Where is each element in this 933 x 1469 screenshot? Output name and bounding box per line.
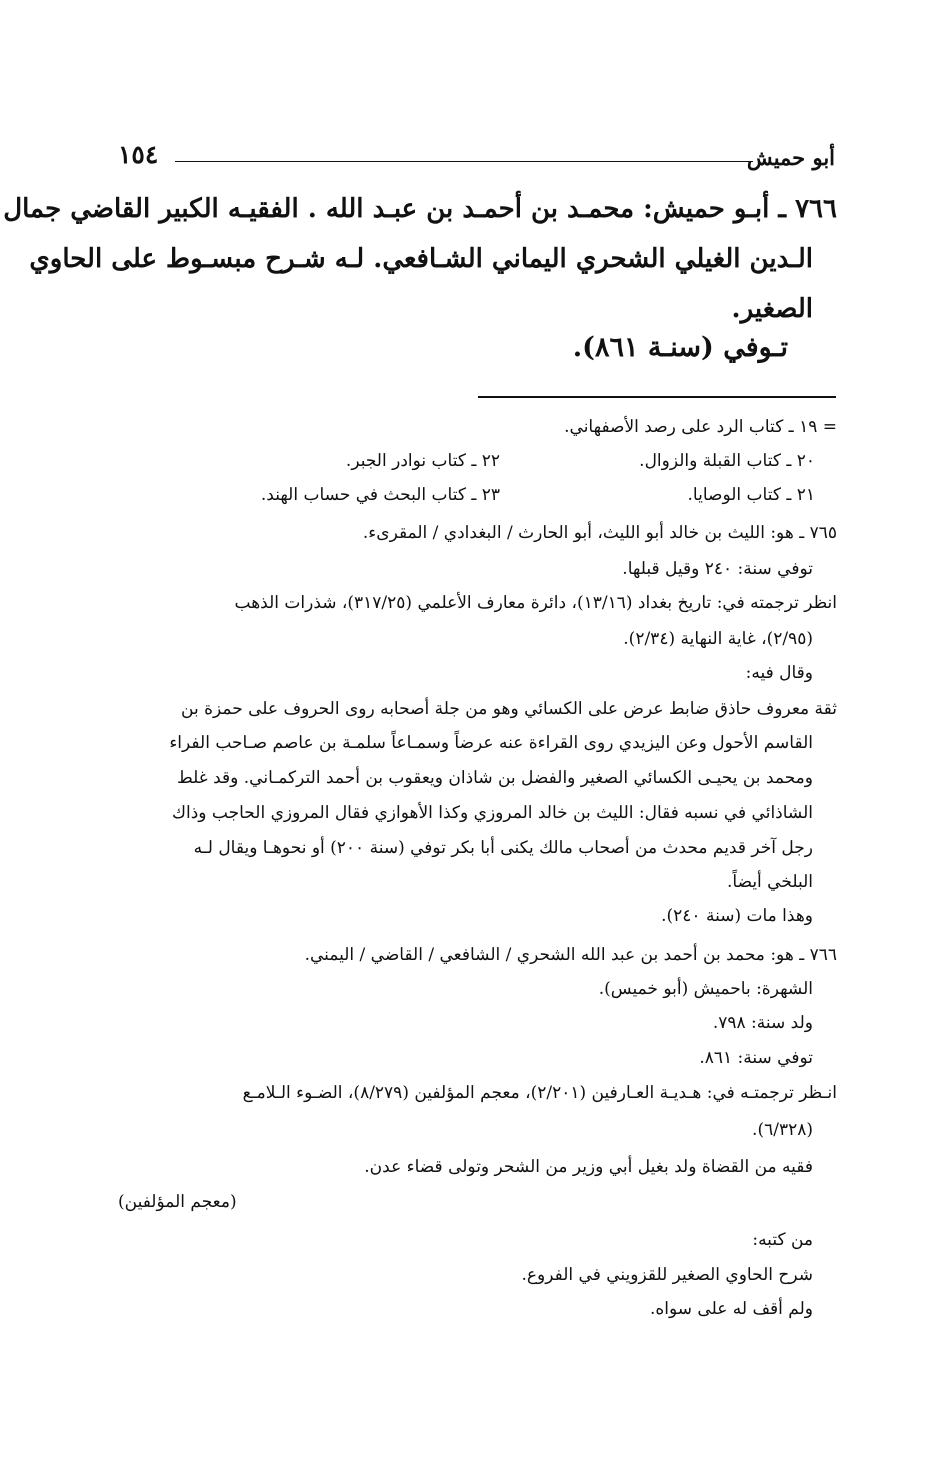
footnote-765-references-cont: (٢/٩٥)، غاية النهاية (٢/٣٤). [623, 629, 813, 649]
footnote-766-heading: ٧٦٦ ـ هو: محمد بن أحمد بن عبد الله الشحري / الشافعي / القاضي / اليمني. [304, 945, 837, 965]
footnote-766-source: (معجم المؤلفين) [118, 1192, 237, 1212]
footnote-765-quote-line: ثقة معروف حاذق ضابط عرض على الكسائي وهو من جلة أصحابه روى الحروف على حمزة بن [181, 699, 837, 719]
footnote-765-quote-line: وهذا مات (سنة ٢٤٠). [661, 906, 813, 926]
entry-line-1: ٧٦٦ ـ أبـو حميش: محمـد بن أحمـد بن عبـد الله . الفقيـه الكبير القاضي جمال [3, 194, 837, 224]
footnote-765-death: توفي سنة: ٢٤٠ وقيل قبلها. [622, 559, 813, 579]
entry-line-4: تـوفي (سنـة ٨٦١). [572, 332, 788, 363]
footnote-765-quote-line: ومحمد بن يحيـى الكسائي الصغير والفضل بن شاذان ويعقوب بن أحمد التركمـاني. وقد غلط [177, 768, 813, 788]
footnote-766-description: فقيه من القضاة ولد بغيل أبي وزير من الشحر وتولى قضاء عدن. [364, 1157, 813, 1177]
entry-line-3: الصغير. [731, 294, 813, 324]
running-header-title: أبو حميش [746, 145, 835, 170]
footnote-item: ٢٢ ـ كتاب نوادر الجبر. [345, 451, 500, 471]
footnote-item: ٢٣ ـ كتاب البحث في حساب الهند. [260, 485, 500, 505]
footnote-765-quote-line: البلخي أيضاً. [727, 872, 813, 892]
footnote-766-references-cont: (٦/٣٢٨). [752, 1120, 813, 1140]
footnote-765-quote-line: رجل آخر قديم محدث من أصحاب مالك يكنى أبا بكر توفي (سنة ٢٠٠) أو نحوهـا ويقال لـه [193, 838, 813, 858]
footnote-765-references: انظر ترجمته في: تاريخ بغداد (١٣/١٦)، دائرة معارف الأعلمي (٣١٧/٢٥)، شذرات الذهب [234, 593, 837, 613]
header-rule [175, 161, 753, 162]
footnote-766-death: توفي سنة: ٨٦١. [699, 1048, 813, 1068]
entry-line-2: الـدين الغيلي الشحري اليماني الشـافعي. لـه شـرح مبسـوط على الحاوي [29, 244, 813, 274]
footnote-item: ٢١ ـ كتاب الوصايا. [687, 485, 815, 505]
footnote-continuation: = ١٩ ـ كتاب الرد على رصد الأصفهاني. [564, 417, 837, 437]
footnote-765-quote-line: الشاذائي في نسبه فقال: الليث بن خالد المروزي وكذا الأهوازي فقال المروزي الحاجب وذاك [172, 803, 813, 823]
footnote-item: ٢٠ ـ كتاب القبلة والزوال. [639, 451, 815, 471]
footnote-766-books-label: من كتبه: [752, 1230, 813, 1250]
footnote-765-heading: ٧٦٥ ـ هو: الليث بن خالد أبو الليث، أبو الحارث / البغدادي / المقرىء. [362, 523, 837, 543]
footnote-766-born: ولد سنة: ٧٩٨. [712, 1013, 813, 1033]
page-number: ١٥٤ [118, 140, 159, 169]
footnote-765-said: وقال فيه: [745, 663, 813, 683]
footnote-766-fame: الشهرة: باحميش (أبو خميس). [598, 979, 813, 999]
footnote-765-quote-line: القاسم الأحول وعن اليزيدي روى القراءة عنه عرضاً وسمـاعاً سلمـة بن عاصم صـاحب الفراء [169, 733, 813, 753]
footnote-separator [478, 396, 836, 398]
footnote-766-book-note: ولم أقف له على سواه. [649, 1299, 813, 1319]
footnote-766-book: شرح الحاوي الصغير للقزويني في الفروع. [521, 1265, 813, 1285]
footnote-766-references: انـظر ترجمتـه في: هـديـة العـارفين (٢/٢٠١)، معجم المؤلفين (٨/٢٧٩)، الضـوء الـلامـع [242, 1083, 837, 1103]
